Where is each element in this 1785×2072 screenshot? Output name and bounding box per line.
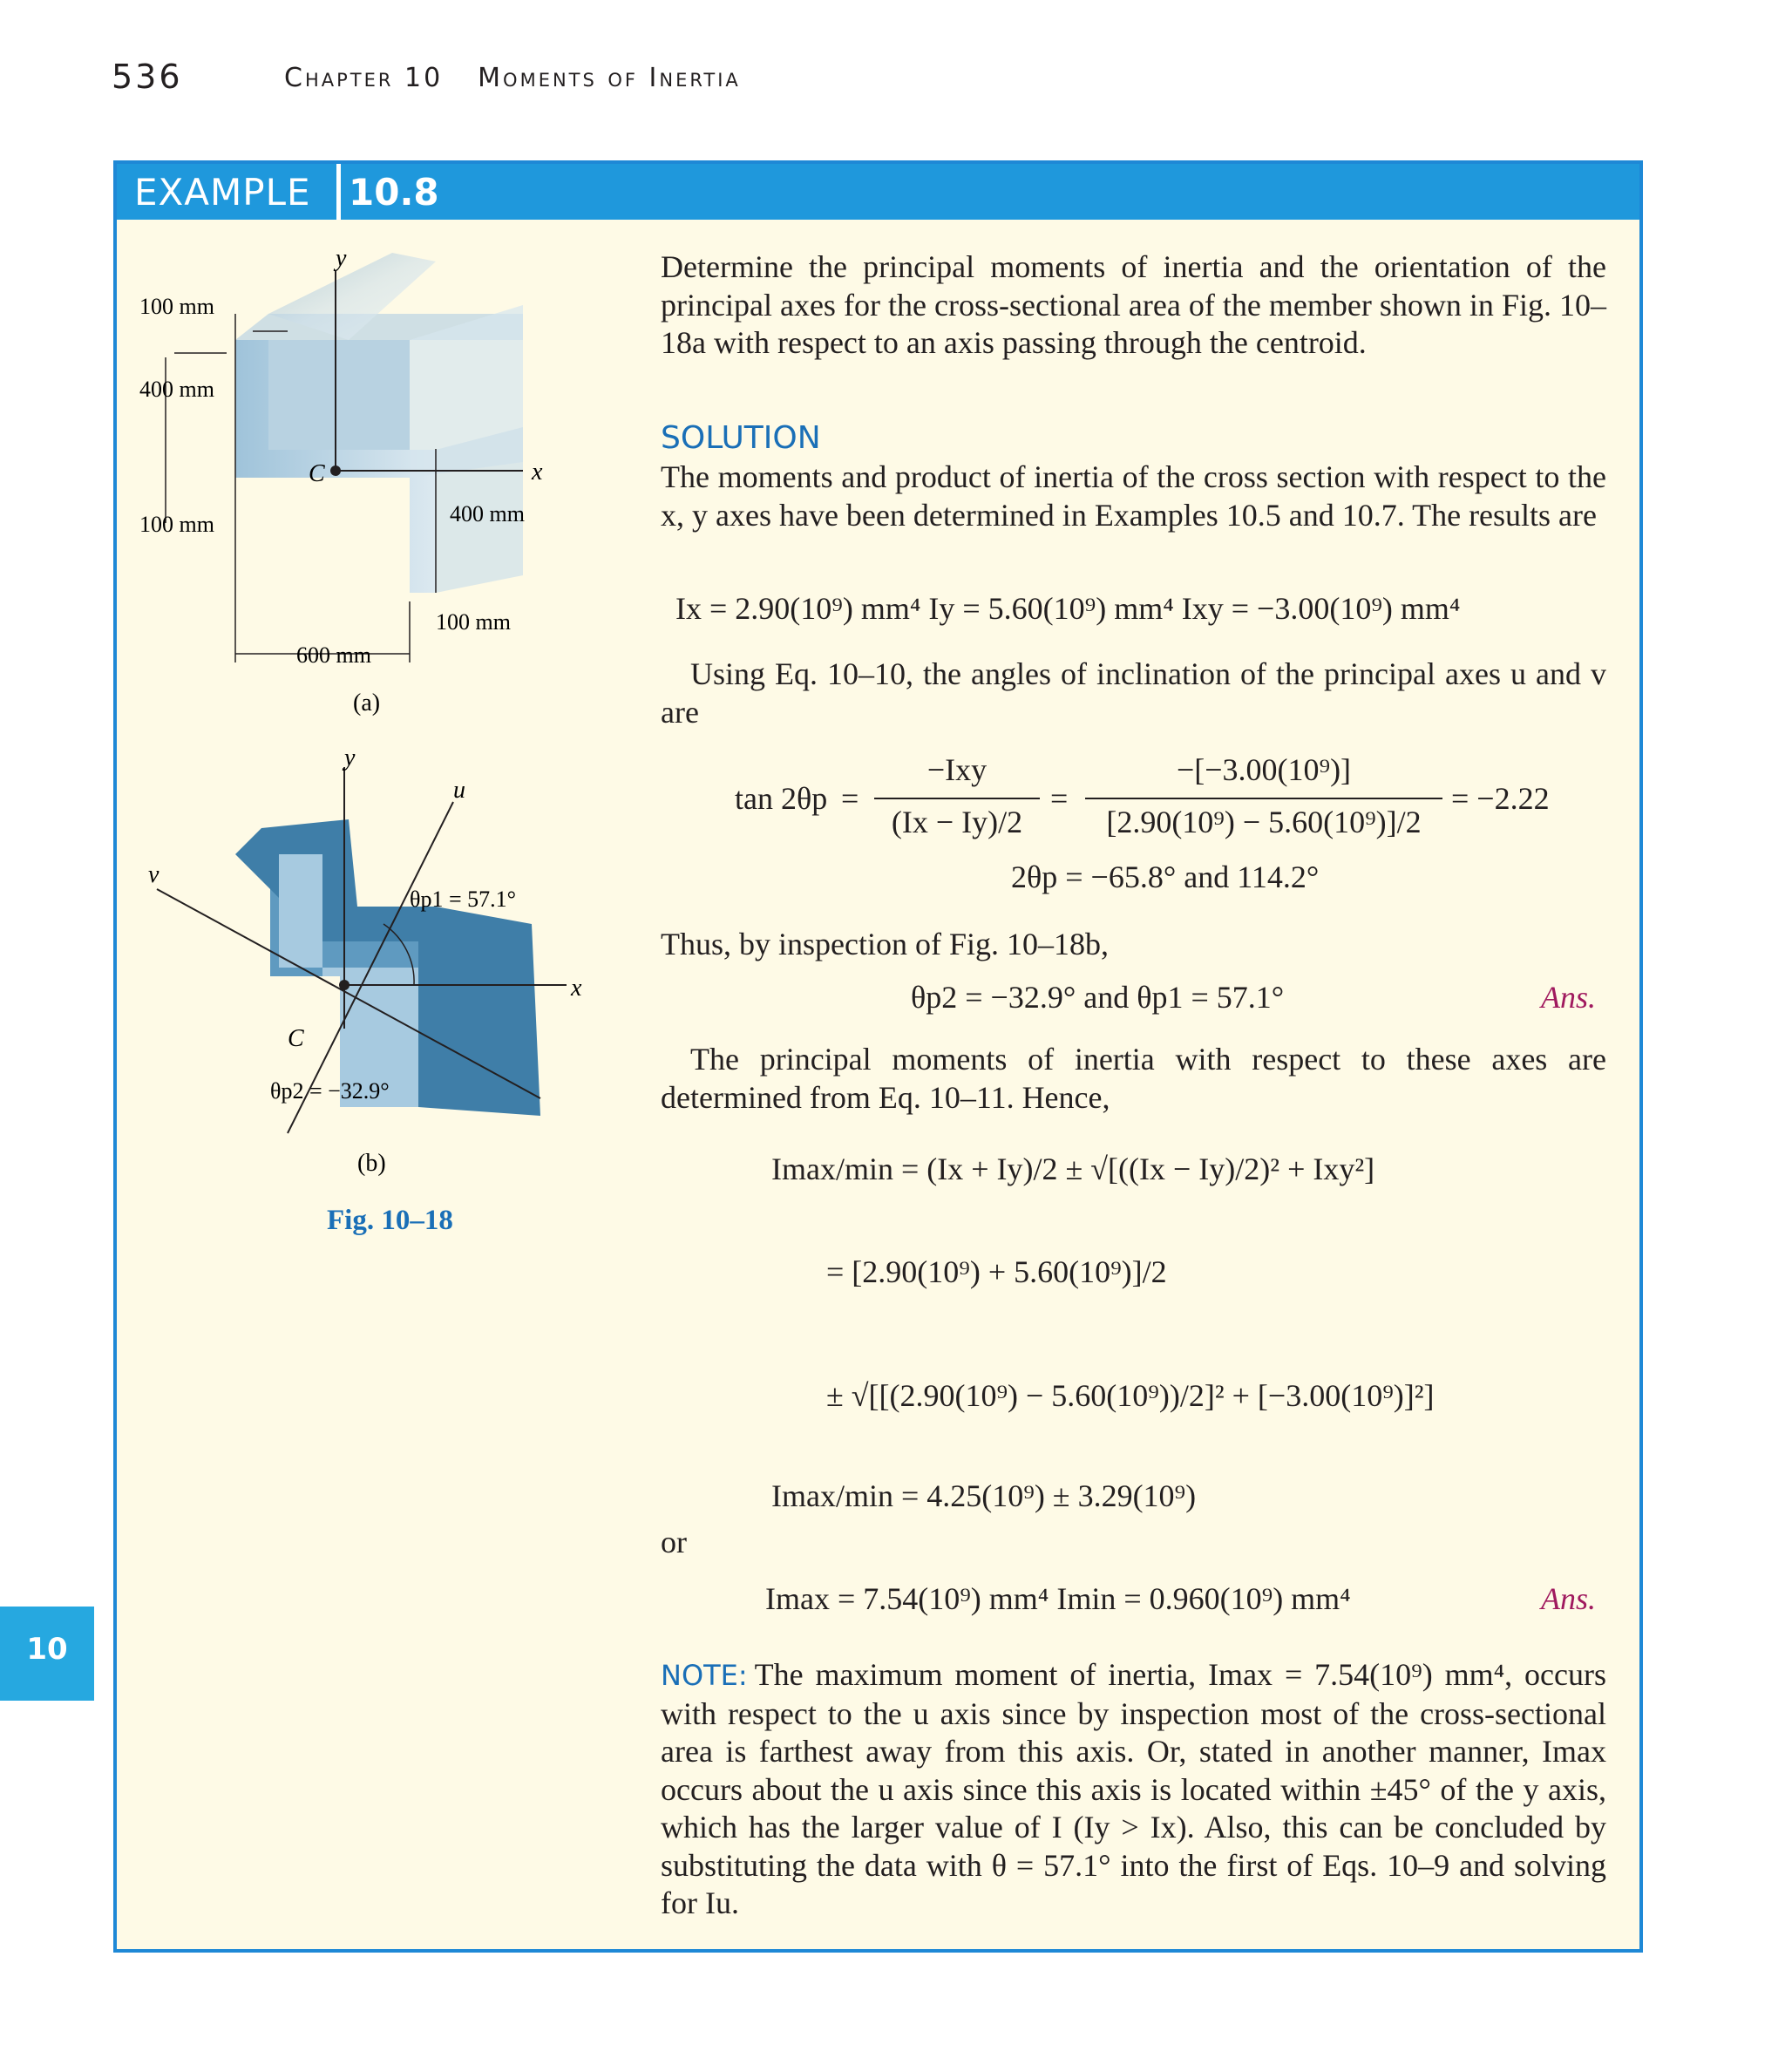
eq-tan-eq1: = (841, 781, 859, 816)
or-text: or (661, 1525, 687, 1559)
example-divider (336, 164, 341, 220)
fraction-bar (1085, 798, 1442, 799)
fig-a-dim: 400 mm (139, 377, 214, 402)
fig-b-y-axis: y (344, 744, 356, 771)
eq-theta: θp2 = −32.9° and θp1 = 57.1° (911, 980, 1285, 1015)
angles-paragraph: Using Eq. 10–10, the angles of inclination of the principal axes u and v are (661, 656, 1606, 730)
principal-paragraph: The principal moments of inertia with respect to these axes are determined from Eq. 10–11. Hence, (661, 1042, 1606, 1115)
fig-b-centroid: C (288, 1025, 304, 1052)
answer-label: Ans. (1541, 1581, 1596, 1616)
chapter-tab-number: 10 (26, 1632, 68, 1667)
fig-a-centroid: C (309, 460, 325, 487)
eq-tan-num1: −Ixy (926, 752, 988, 787)
fig-b-u-axis: u (453, 777, 465, 804)
eq-tan-num2: −[−3.00(10⁹)] (1176, 752, 1352, 787)
figure-a (139, 245, 543, 717)
solution-paragraph: The moments and product of inertia of the cross section with respect to the x, y axes have been determined in Examples 10.5 and 10.7. The results are (661, 459, 1606, 533)
fig-a-dim: 100 mm (139, 512, 214, 537)
eq-tan-result: = −2.22 (1451, 781, 1550, 816)
chapter-title: Moments of Inertia (478, 63, 741, 93)
inspection-paragraph: Thus, by inspection of Fig. 10–18b, (661, 927, 1109, 961)
running-head (284, 63, 776, 93)
eq-tan-den2: [2.90(10⁹) − 5.60(10⁹)]/2 (1106, 805, 1422, 839)
fig-a-y-axis: y (336, 245, 347, 272)
fig-a-dim: 100 mm (139, 294, 214, 319)
problem-statement: Determine the principal moments of inertia and the orientation of the principal axes for the cross-sectional area of the member shown in Fig. 10–18a with respect to an axis passing through the centroid. (661, 249, 1606, 360)
fig-a-label: (a) (353, 690, 381, 717)
fig-a-dim: 400 mm (450, 501, 525, 526)
example-label: EXAMPLE (134, 171, 311, 214)
eq-2theta: 2θp = −65.8° and 114.2° (1011, 859, 1320, 894)
eq-imax-result: Imax/min = 4.25(10⁹) ± 3.29(10⁹) (771, 1478, 1197, 1513)
figure-caption: Fig. 10–18 (327, 1205, 453, 1236)
eq-tan-eq2: = (1050, 781, 1069, 816)
fig-b-x-axis: x (571, 975, 582, 1002)
chapter-label: Chapter 10 (284, 63, 444, 93)
page-number: 536 (112, 58, 183, 96)
fig-a-dim: 600 mm (296, 642, 371, 668)
note-text: The maximum moment of inertia, Imax = 7.54(10⁹) mm⁴, occurs with respect to the u axis since by inspection most of the cross-sectional area is farthest away from this axis. Or, stated in another manner, Imax occurs about the u axis since this axis is located within ±45° of the y axis, which has the larger value of I (Iy > Ix). Also, this can be concluded by substituting the data with θ = 57.1° into the first of Eqs. 10–9 and solving for Iu. (661, 1657, 1606, 1920)
fig-a-x-axis: x (532, 459, 543, 486)
note-paragraph (661, 1656, 1606, 1923)
figure-10-18 (122, 244, 662, 1238)
fig-a-dim: 100 mm (436, 609, 511, 635)
fig-b-angle-1: θp1 = 57.1° (410, 887, 517, 912)
note-label: NOTE: (661, 1659, 748, 1692)
eq-imax-general: Imax/min = (Ix + Iy)/2 ± √[((Ix − Iy)/2)² + Ixy²] (771, 1151, 1375, 1186)
figure-b (148, 744, 582, 1177)
eq-imax-radical: ± √[[(2.90(10⁹) − 5.60(10⁹))/2]² + [−3.00(10⁹)]²] (826, 1378, 1435, 1413)
answer-label: Ans. (1541, 980, 1596, 1015)
solution-heading: SOLUTION (661, 420, 821, 456)
eq-final: Imax = 7.54(10⁹) mm⁴ Imin = 0.960(10⁹) mm⁴ (765, 1581, 1351, 1616)
fig-b-v-axis: v (148, 861, 159, 888)
example-number: 10.8 (349, 171, 439, 214)
eq-tan-den1: (Ix − Iy)/2 (891, 805, 1023, 839)
fig-b-angle-2: θp2 = −32.9° (270, 1078, 390, 1104)
fig-b-label: (b) (357, 1150, 386, 1177)
eq-imax-substituted: = [2.90(10⁹) + 5.60(10⁹)]/2 (826, 1254, 1167, 1289)
equation-results: Ix = 2.90(10⁹) mm⁴ Iy = 5.60(10⁹) mm⁴ Ixy = −3.00(10⁹) mm⁴ (675, 591, 1461, 626)
eq-tan-lhs: tan 2θp (735, 781, 828, 816)
example-header-bar (117, 164, 1639, 220)
fraction-bar (874, 798, 1040, 799)
